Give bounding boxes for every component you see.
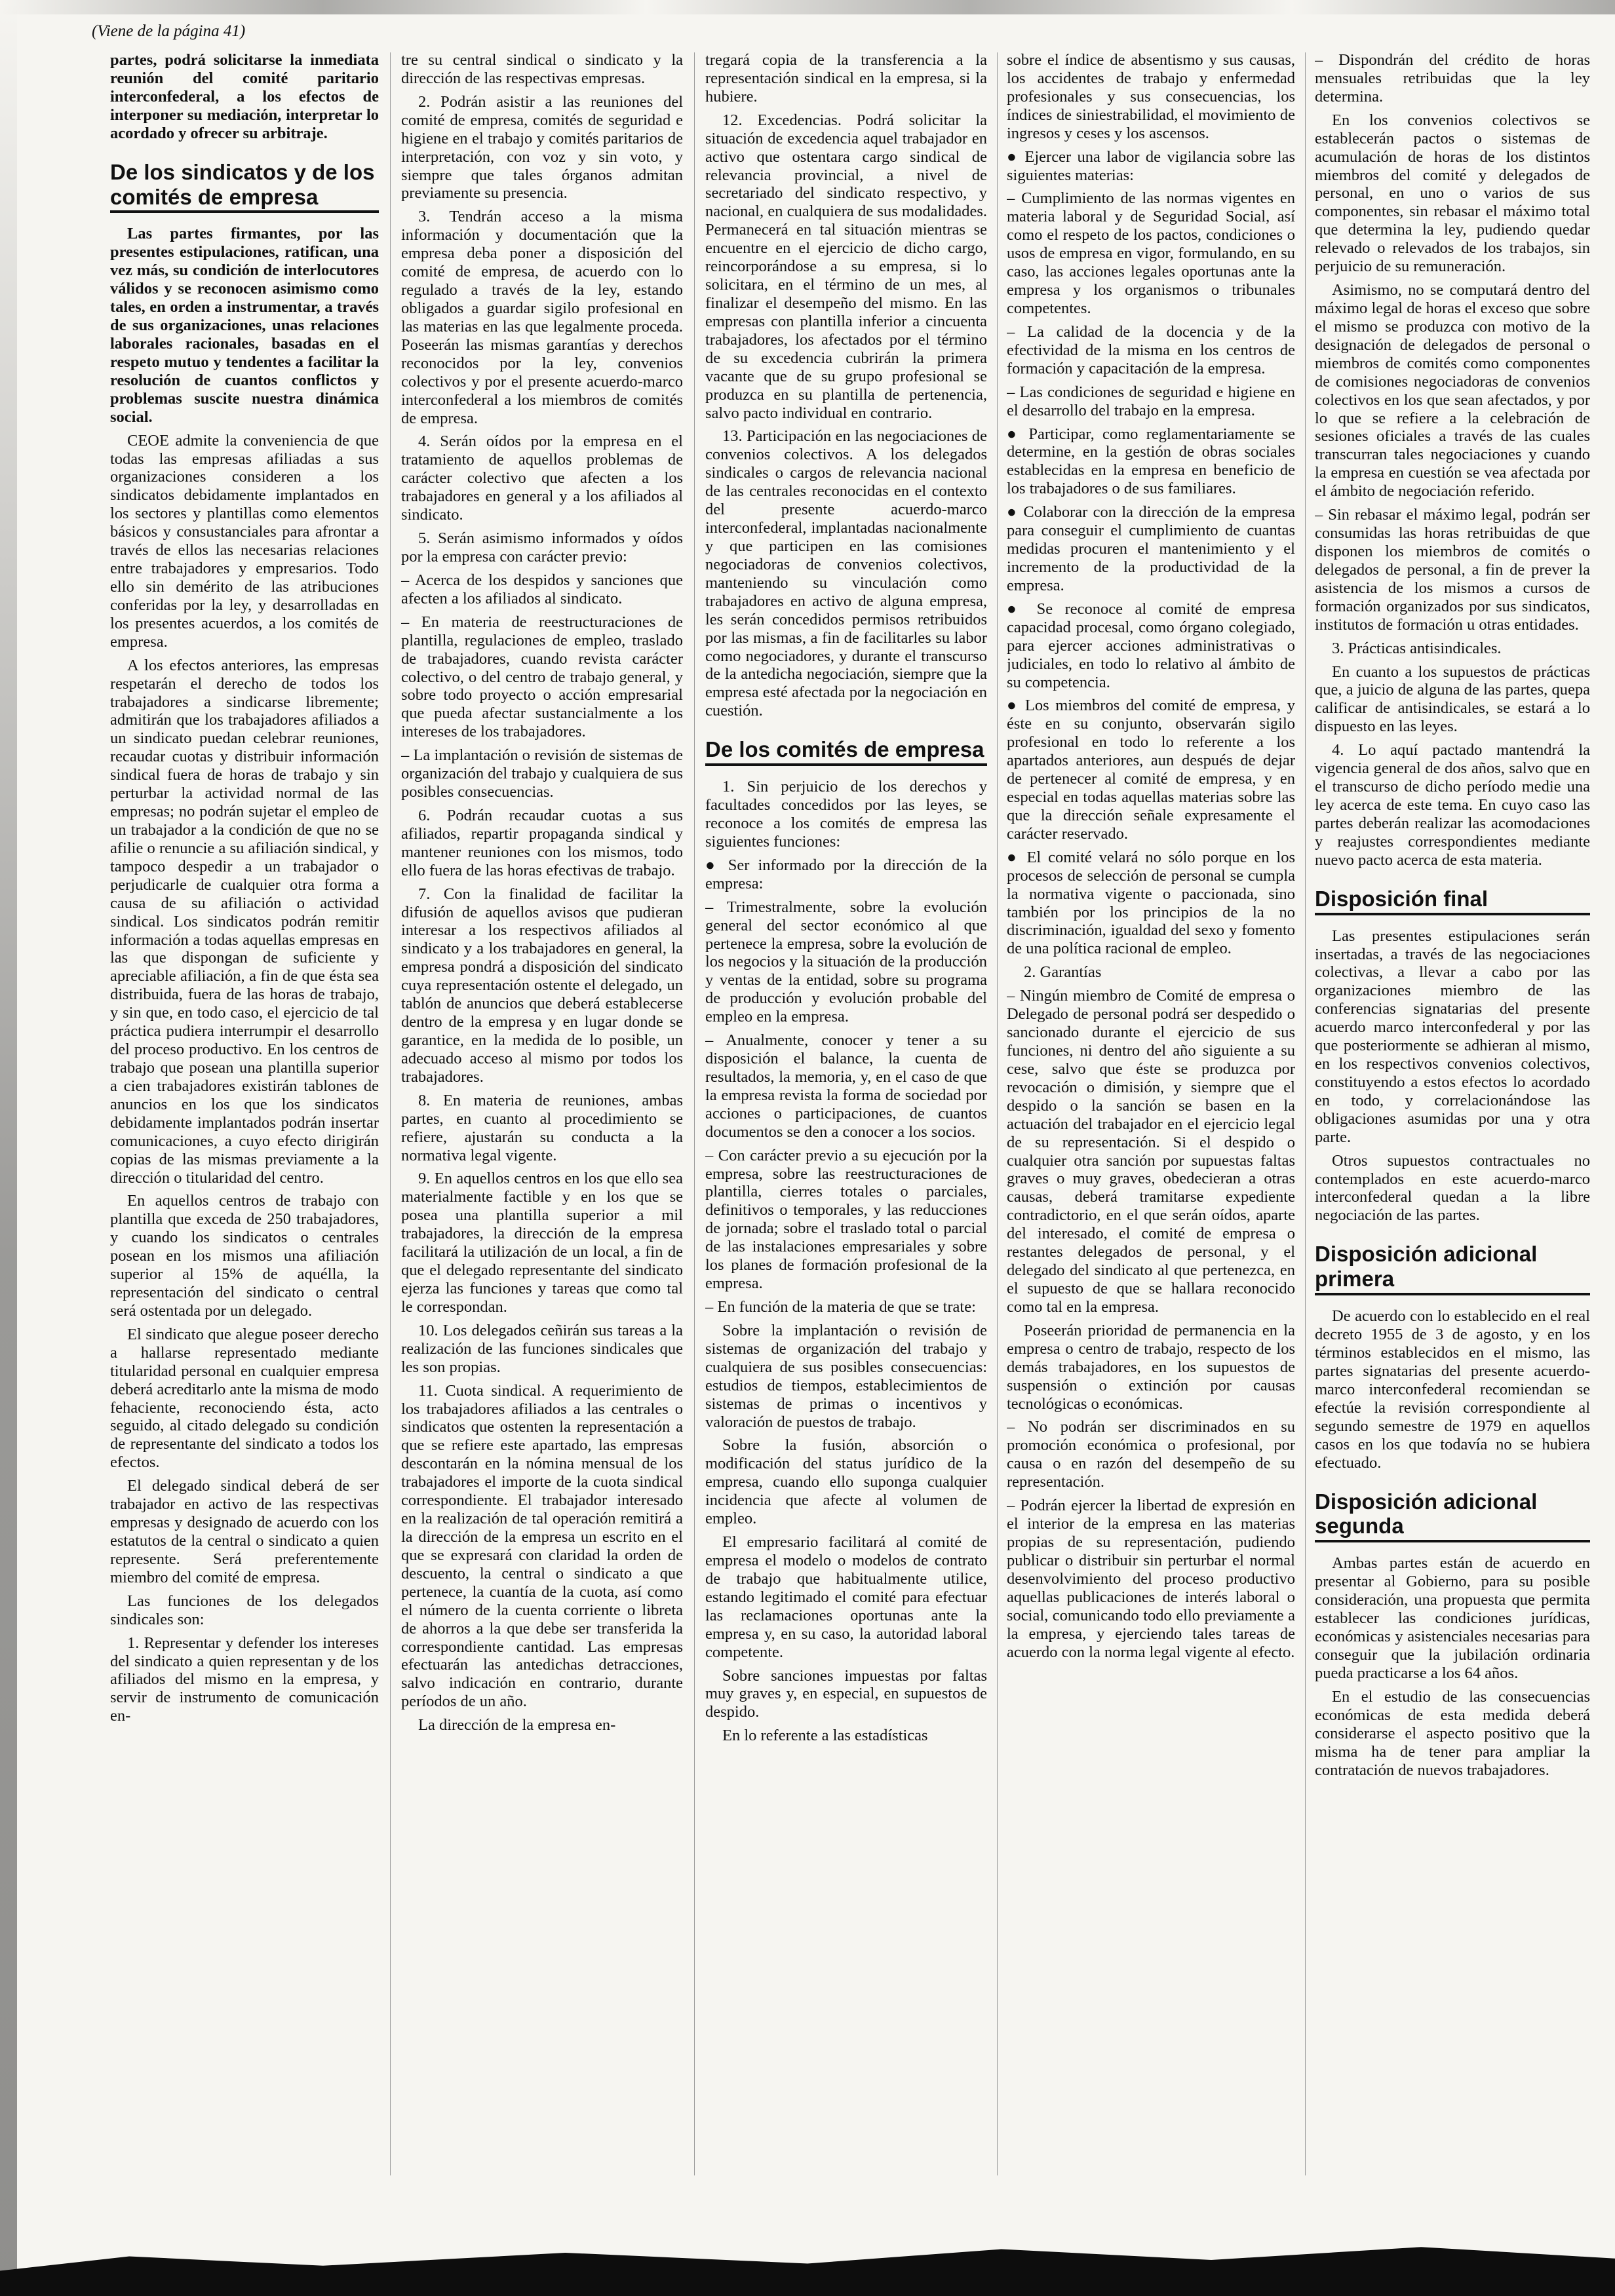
paragraph: 3. Tendrán acceso a la misma información y documentación que la empresa deba poner a disposición del comité de empresa, de acuerdo con lo regulado a través de la ley, estando obligados a guardar sigilo profesional en las materias en las que legalmente proceda. Poseerán las mismas garantías y derechos reconocidos por la ley, convenios colectivos y por el presente acuerdo-marco interconfederal a los miembros de comités de empresa. bbox=[401, 208, 683, 427]
paragraph: – No podrán ser discriminados en su promoción económica o profesional, por causa o en razón del desempeño de su representación. bbox=[1007, 1418, 1295, 1491]
section-heading bbox=[1315, 1489, 1590, 1543]
paragraph: Las presentes estipulaciones serán insertadas, a través de las negociaciones colectivas, a llevar a cabo por las organizaciones miembro de las conferencias signatarias del presente acuerdo marco interconfederal y por las que posteriormente se adhieran al mismo, en los respectivos convenios colectivos, constituyendo a estos efectos lo acordado en todo, y correlacionándose las obligaciones asumidas por una y otra parte. bbox=[1315, 927, 1590, 1146]
paragraph: 4. Lo aquí pactado mantendrá la vigencia general de dos años, salvo que en el transcurso de dicho período medie una ley acerca de este tema. En cuyo caso las partes deberán realizar las acomodaciones y reajustes correspondientes mediante nuevo pacto acerca de esta materia. bbox=[1315, 741, 1590, 869]
paragraph: En cuanto a los supuestos de prácticas que, a juicio de alguna de las partes, quepa calificar de antisindicales, se estará a lo dispuesto en las leyes. bbox=[1315, 662, 1590, 736]
paragraph: En el estudio de las consecuencias económicas de esta medida deberá considerarse el aspecto positivo que la misma ha de tener para ampliar la contratación de nuevos trabajadores. bbox=[1315, 1687, 1590, 1779]
running-head: (Viene de la página 41) bbox=[92, 22, 246, 40]
paragraph: 9. En aquellos centros en los que ello sea materialmente factible y en los que se posea una plantilla superior a mil trabajadores, la dirección de la empresa facilitará la utilización de un local, a fin de que el delegado representante del sindicato ejerza las funciones y tareas que como tal le correspondan. bbox=[401, 1170, 683, 1316]
text-column-1 bbox=[110, 51, 379, 2174]
paragraph: tregará copia de la transferencia a la representación sindical en la empresa, si la hubiere. bbox=[705, 51, 987, 105]
paragraph: – Podrán ejercer la libertad de expresión en el interior de la empresa en las materias propias de su representación, pudiendo publicar o distribuir sin perturbar el normal desenvolvimiento del proceso productivo aquellas publicaciones de interés laboral o social, comunicando todo ello previamente a la empresa, y ejerciendo tales tareas de acuerdo con la norma legal vigente al efecto. bbox=[1007, 1497, 1295, 1661]
paragraph: – Con carácter previo a su ejecución por la empresa, sobre las reestructuraciones de plantilla, cierres totales o parciales, definitivos o temporales, y las reducciones de jornada; sobre el traslado total o parcial de las instalaciones empresariales y sobre los planes de formación profesional de la empresa. bbox=[705, 1146, 987, 1293]
bottom-scan-edge bbox=[0, 2224, 1615, 2296]
text-column-2 bbox=[401, 51, 683, 2174]
paragraph: – Sin rebasar el máximo legal, podrán ser consumidas las horas retribuidas de que disponen los miembros de comités o delegados de personal, a fin de prever la asistencia de los mismos a cursos de formación organizados por sus sindicatos, institutos de formación u otras entidades. bbox=[1315, 506, 1590, 634]
paragraph: 12. Excedencias. Podrá solicitar la situación de excedencia aquel trabajador en activo que ostentara cargo sindical de relevancia provincial, a nivel de secretariado del sindicato respectivo, y nacional, en cualquiera de sus modalidades. Permanecerá en tal situación mientras se encuentre en el ejercicio de dicho cargo, reincorporándose a su empresa, si lo solicitara, en el término de un mes, al finalizar el desempeño del mismo. En las empresas con plantilla inferior a cincuenta trabajadores, los afectados por el término de su excedencia cubrirán la primera vacante que de su grupo profesional se produzca en su plantilla de pertenencia, salvo pacto individual en contrario. bbox=[705, 111, 987, 422]
top-scan-edge bbox=[0, 0, 1615, 14]
paragraph: tre su central sindical o sindicato y la dirección de las respectivas empresas. bbox=[401, 51, 683, 87]
paragraph: Ambas partes están de acuerdo en presentar al Gobierno, para su posible consideración, una propuesta que permita establecer las condiciones jurídicas, económicas y asistenciales necesarias para conseguir que la jubilación ordinaria pueda practicarse a los 64 años. bbox=[1315, 1554, 1590, 1682]
section-heading-text: De los comités de empresa bbox=[705, 737, 987, 766]
paragraph: En los convenios colectivos se establecerán pactos o sistemas de acumulación de horas de los distintos miembros del comité y delegados de personal, en uno o varios de sus componentes, sin rebasar el máximo total que determina la ley, pudiendo quedar relevado o relevados de los trabajos, sin perjuicio de su remuneración. bbox=[1315, 111, 1590, 276]
paragraph: – En materia de reestructuraciones de plantilla, regulaciones de empleo, traslado de trabajadores, cuando revista carácter colectivo, o del centro de trabajo general, y sobre todo proyecto o acción empresarial que pueda afectar sustancialmente a los intereses de los trabajadores. bbox=[401, 613, 683, 741]
paragraph: sobre el índice de absentismo y sus causas, los accidentes de trabajo y enfermedad profesionales y sus consecuencias, los índices de siniestrabilidad, el movimiento de ingresos y ceses y los ascensos. bbox=[1007, 51, 1295, 142]
paragraph: – La implantación o revisión de sistemas de organización del trabajo y cualquiera de sus posibles consecuencias. bbox=[401, 746, 683, 801]
section-heading-text: De los sindicatos y de los comités de empresa bbox=[110, 160, 379, 214]
paragraph: 2. Garantías bbox=[1024, 963, 1102, 982]
paragraph: CEOE admite la conveniencia de que todas las empresas afiliadas a sus organizaciones consideren a los sindicatos debidamente implantados en los sectores y plantillas como elementos básicos y consustanciales para afrontar a través de ellos las necesarias relaciones entre trabajadores y empresarios. Todo ello sin demérito de las atribuciones conferidas por la ley, y desarrolladas en los presentes acuerdos, a los comités de empresa. bbox=[110, 431, 379, 651]
paragraph: 8. En materia de reuniones, ambas partes, en cuanto al procedimiento se refiere, ajustarán su conducta a la normativa legal vigente. bbox=[401, 1091, 683, 1164]
paragraph: Otros supuestos contractuales no contemplados en este acuerdo-marco interconfederal quedan a la libre negociación de las partes. bbox=[1315, 1151, 1590, 1225]
column-divider bbox=[1305, 52, 1306, 2175]
paragraph: – Trimestralmente, sobre la evolución general del sector económico al que pertenece la empresa, sobre la evolución de los negocios y la situación de la producción y ventas de la entidad, sobre su programa de producción y evolución probable del empleo en la empresa. bbox=[705, 898, 987, 1026]
paragraph: 7. Con la finalidad de facilitar la difusión de aquellos avisos que pudieran interesar a los respectivos afiliados al sindicato y a los trabajadores en general, la empresa pondrá a disposición del sindicato cuya representación ostente el delegado, un tablón de anuncios que deberá establecerse dentro de la empresa y en lugar donde se garantice, en la medida de lo posible, un adecuado acceso al mismo por todos los trabajadores. bbox=[401, 885, 683, 1086]
paragraph: 2. Podrán asistir a las reuniones del comité de empresa, comités de seguridad e higiene en el trabajo y comités paritarios de interpretación, con voz y sin voto, y siempre que tales órganos admitan previamente su presencia. bbox=[401, 92, 683, 202]
paragraph: – Las condiciones de seguridad e higiene en el desarrollo del trabajo en la empresa. bbox=[1007, 383, 1295, 419]
paragraph: 11. Cuota sindical. A requerimiento de los trabajadores afiliados a las centrales o sindicatos que ostenten la representación a que se refiere este apartado, las empresas descontarán en la nómina mensual de los trabajadores el importe de la cuota sindical correspondiente. El trabajador interesado en la realización de tal operación remitirá a la dirección de la empresa un escrito en el que se expresará con claridad la orden de descuento, la central o sindicato a que pertenece, la cuantía de la cuota, así como el número de la cuenta corriente o libreta de ahorros a la que debe ser transferida la correspondiente cantidad. Las empresas efectuarán las antedichas detracciones, salvo indicación en contrario, durante períodos de un año. bbox=[401, 1381, 683, 1711]
paragraph: El sindicato que alegue poseer derecho a hallarse representado mediante titularidad personal en cualquier empresa deberá acreditarlo ante la misma de modo fehaciente, reconociendo ésta, acto seguido, al citado delegado su condición de representante del sindicato a todos los efectos. bbox=[110, 1325, 379, 1472]
paragraph: El delegado sindical deberá de ser trabajador en activo de las respectivas empresas y designado de acuerdo con los estatutos de la central o sindicato a quien represente. Será preferentemente miembro del comité de empresa. bbox=[110, 1477, 379, 1586]
left-scan-edge bbox=[0, 0, 17, 2296]
bullet-paragraph: ● Participar, como reglamentariamente se determine, en la gestión de obras sociales establecidas en la empresa en beneficio de los trabajadores o de sus familiares. bbox=[1007, 425, 1295, 499]
text-column-5 bbox=[1315, 51, 1590, 2174]
paragraph: Sobre la fusión, absorción o modificación del status jurídico de la empresa, cuando ello suponga cualquier incidencia que afecte al volumen de empleo. bbox=[705, 1436, 987, 1528]
paragraph: – Acerca de los despidos y sanciones que afecten a los afiliados al sindicato. bbox=[401, 571, 683, 607]
paragraph: A los efectos anteriores, las empresas respetarán el derecho de todos los trabajadores a sindicarse libremente; admitirán que los trabajadores afiliados a un sindicato puedan celebrar reuniones, recaudar cuotas y distribuir información sindical fuera de horas de trabajo y sin perturbar la actividad normal de las empresas; no podrán sujetar el empleo de un trabajador a la condición de que no se afilie o renuncie a su afiliación sindical, y tampoco despedir a un trabajador o perjudicarle de cualquier otra forma a causa de su afiliación o actividad sindical. Los sindicatos podrán remitir información a todas aquellas empresas en las que dispongan de suficiente y apreciable afiliación, a fin de que ésta sea distribuida, fuera de las horas de trabajo, y sin que, en todo caso, el ejercicio de tal práctica pudiera interrumpir el desarrollo del proceso productivo. En los centros de trabajo que posean una plantilla superior a cien trabajadores existirán tablones de anuncios en los que los sindicatos debidamente implantados podrán insertar comunicaciones, a cuyo efecto dirigirán copias de las mismas previamente a la dirección o titularidad del centro. bbox=[110, 656, 379, 1187]
paragraph: 3. Prácticas antisindicales. bbox=[1332, 639, 1502, 657]
section-heading bbox=[1315, 1242, 1590, 1295]
section-heading-text: Disposición final bbox=[1315, 887, 1590, 915]
paragraph: 13. Participación en las negociaciones de convenios colectivos. A los delegados sindicales o cargos de relevancia nacional de las centrales reconocidas en el contexto del presente acuerdo-marco interconfederal, implantadas nacionalmente y que participen en las comisiones negociadoras de convenios colectivos, manteniendo su vinculación como trabajadores en activo de alguna empresa, les serán concedidos permisos retribuidos por las mismas, a fin de facilitarles su labor como negociadores, y durante el transcurso de la antedicha negociación, siempre que la empresa esté afectada por la negociación en cuestión. bbox=[705, 427, 987, 720]
paragraph: De acuerdo con lo establecido en el real decreto 1955 de 3 de agosto, y en los términos establecidos en el mismo, las partes signatarias del presente acuerdo-marco interconfederal recomiendan se efectúe la revisión correspondiente al segundo semestre de 1979 en aquellos casos en los que todavía no se hubiera efectuado. bbox=[1315, 1307, 1590, 1472]
paragraph: 5. Serán asimismo informados y oídos por la empresa con carácter previo: bbox=[401, 529, 683, 565]
bullet-paragraph: ● Ejercer una labor de vigilancia sobre las siguientes materias: bbox=[1007, 148, 1295, 185]
paragraph: – En función de la materia de que se trate: bbox=[705, 1298, 976, 1316]
paragraph: Las partes firmantes, por las presentes estipulaciones, ratifican, una vez más, su condición de interlocutores válidos y se reconocen asimismo como tales, en orden a instrumentar, a través de sus organizaciones, unas relaciones laborales racionales, basadas en el respeto mutuo y tendentes a facilitar la resolución de cuantos conflictos y problemas suscite nuestra dinámica social. bbox=[110, 225, 379, 426]
paragraph: El empresario facilitará al comité de empresa el modelo o modelos de contrato de trabajo que habitualmente utilice, estando legitimado el comité para efectuar las reclamaciones oportunas ante la empresa y, en su caso, la autoridad laboral competente. bbox=[705, 1533, 987, 1661]
paragraph: 1. Sin perjuicio de los derechos y facultades concedidos por las leyes, se reconoce a los comités de empresa las siguientes funciones: bbox=[705, 778, 987, 851]
paragraph: 6. Podrán recaudar cuotas a sus afiliados, repartir propaganda sindical y mantener reuniones con los mismos, todo ello fuera de las horas efectivas de trabajo. bbox=[401, 806, 683, 879]
paragraph: Sobre sanciones impuestas por faltas muy graves y, en especial, en supuestos de despido. bbox=[705, 1666, 987, 1721]
paragraph: – Dispondrán del crédito de horas mensuales retribuidas que la ley determina. bbox=[1315, 51, 1590, 105]
paragraph: 10. Los delegados ceñirán sus tareas a la realización de las funciones sindicales que les son propias. bbox=[401, 1321, 683, 1376]
paragraph: Poseerán prioridad de permanencia en la empresa o centro de trabajo, respecto de los demás trabajadores, en los supuestos de suspensión o extinción por causas tecnológicas o económicas. bbox=[1007, 1321, 1295, 1413]
column-divider bbox=[997, 52, 998, 2175]
paragraph: En lo referente a las estadísticas bbox=[722, 1727, 928, 1745]
column-divider bbox=[694, 52, 695, 2175]
paragraph: Las funciones de los delegados sindicales son: bbox=[110, 1592, 379, 1628]
section-heading bbox=[1315, 887, 1590, 915]
paragraph: 1. Representar y defender los intereses del sindicato a quien representan y de los afiliados del mismo en la empresa, y servir de instrumento de comunicación en- bbox=[110, 1634, 379, 1725]
paragraph: La dirección de la empresa en- bbox=[418, 1716, 616, 1734]
text-column-4 bbox=[1007, 51, 1295, 2174]
column-divider bbox=[390, 52, 391, 2175]
bullet-paragraph: ● Ser informado por la dirección de la empresa: bbox=[705, 856, 987, 893]
section-heading bbox=[110, 160, 379, 214]
paragraph: – Ningún miembro de Comité de empresa o Delegado de personal podrá ser despedido o sancionado durante el ejercicio de sus funciones, ni dentro del año siguiente a su cese, salvo que éste se produzca por revocación o dimisión, y siempre que el despido o la sanción se basen en la actuación del trabajador en el ejercicio legal de su representación. Si el despido o cualquier otra sanción por supuestas faltas graves o muy graves, obedecieran a otras causas, deberá tramitarse expediente contradictorio, en el que serán oídos, aparte del interesado, el comité de empresa o restantes delegados de personal, y el delegado del sindicato al que pertenezca, en el supuesto de que se hallara reconocido como tal en la empresa. bbox=[1007, 987, 1295, 1316]
text-column-3 bbox=[705, 51, 987, 2174]
paragraph: partes, podrá solicitarse la inmediata reunión del comité paritario interconfederal, a los efectos de interponer su mediación, interpretar lo acordado y ofrecer su arbitraje. bbox=[110, 51, 379, 142]
paragraph: Asimismo, no se computará dentro del máximo legal de horas el exceso que sobre el mismo se produzca con motivo de la designación de delegados de personal o miembros de comités como componentes de comisiones negociadoras de convenios colectivos en los que sean afectados, y por lo que se refiere a la celebración de sesiones oficiales a través de las cuales transcurran tales negociaciones y cuando la empresa en cuestión se vea afectada por el ámbito de negociación referido. bbox=[1315, 281, 1590, 501]
paragraph: – La calidad de la docencia y de la efectividad de la misma en los centros de formación y capacitación de la empresa. bbox=[1007, 322, 1295, 377]
paragraph: En aquellos centros de trabajo con plantilla que exceda de 250 trabajadores, y cuando los sindicatos o centrales posean en los mismos una afiliación superior al 15% de aquélla, la representación del sindicato o central será ostentada por un delegado. bbox=[110, 1192, 379, 1320]
bullet-paragraph: ● El comité velará no sólo porque en los procesos de selección de personal se cumpla la normativa vigente o paccionada, sino también por los principios de la no discriminación, igualdad del sexo y fomento de una política racional de empleo. bbox=[1007, 849, 1295, 959]
paragraph: Sobre la implantación o revisión de sistemas de organización del trabajo y cualquiera de sus posibles consecuencias: estudios de tiempos, establecimientos de sistemas de primas o incentivos y valoración de puestos de trabajo. bbox=[705, 1321, 987, 1431]
bullet-paragraph: ● Los miembros del comité de empresa, y éste en su conjunto, observarán sigilo profesional en todo lo referente a los apartados anteriores, aun después de dejar de pertenecer al comité de empresa, y en especial en todas aquellas materias sobre las que la dirección señale expresamente el carácter reservado. bbox=[1007, 697, 1295, 843]
paragraph: – Anualmente, conocer y tener a su disposición el balance, la cuenta de resultados, la memoria, y, en el caso de que la empresa revista la forma de sociedad por acciones o participaciones, de cuantos documentos se den a conocer a los socios. bbox=[705, 1031, 987, 1141]
bullet-paragraph: ● Colaborar con la dirección de la empresa para conseguir el cumplimiento de cuantas medidas procuren el mantenimiento y el incremento de la productividad de la empresa. bbox=[1007, 503, 1295, 595]
paragraph: – Cumplimiento de las normas vigentes en materia laboral y de Seguridad Social, así como el respeto de los pactos, condiciones o usos de empresa en vigor, formulando, en su caso, las acciones legales oportunas ante la empresa y los organismos o tribunales competentes. bbox=[1007, 189, 1295, 317]
section-heading-text: Disposición adicional segunda bbox=[1315, 1489, 1590, 1543]
section-heading bbox=[705, 737, 987, 766]
bullet-paragraph: ● Se reconoce al comité de empresa capacidad procesal, como órgano colegiado, para ejercer acciones administrativas o judiciales, en todo lo relativo al ámbito de su competencia. bbox=[1007, 600, 1295, 692]
paragraph: 4. Serán oídos por la empresa en el tratamiento de aquellos problemas de carácter colectivo que afecten a los trabajadores en general y a los afiliados al sindicato. bbox=[401, 432, 683, 524]
section-heading-text: Disposición adicional primera bbox=[1315, 1242, 1590, 1295]
